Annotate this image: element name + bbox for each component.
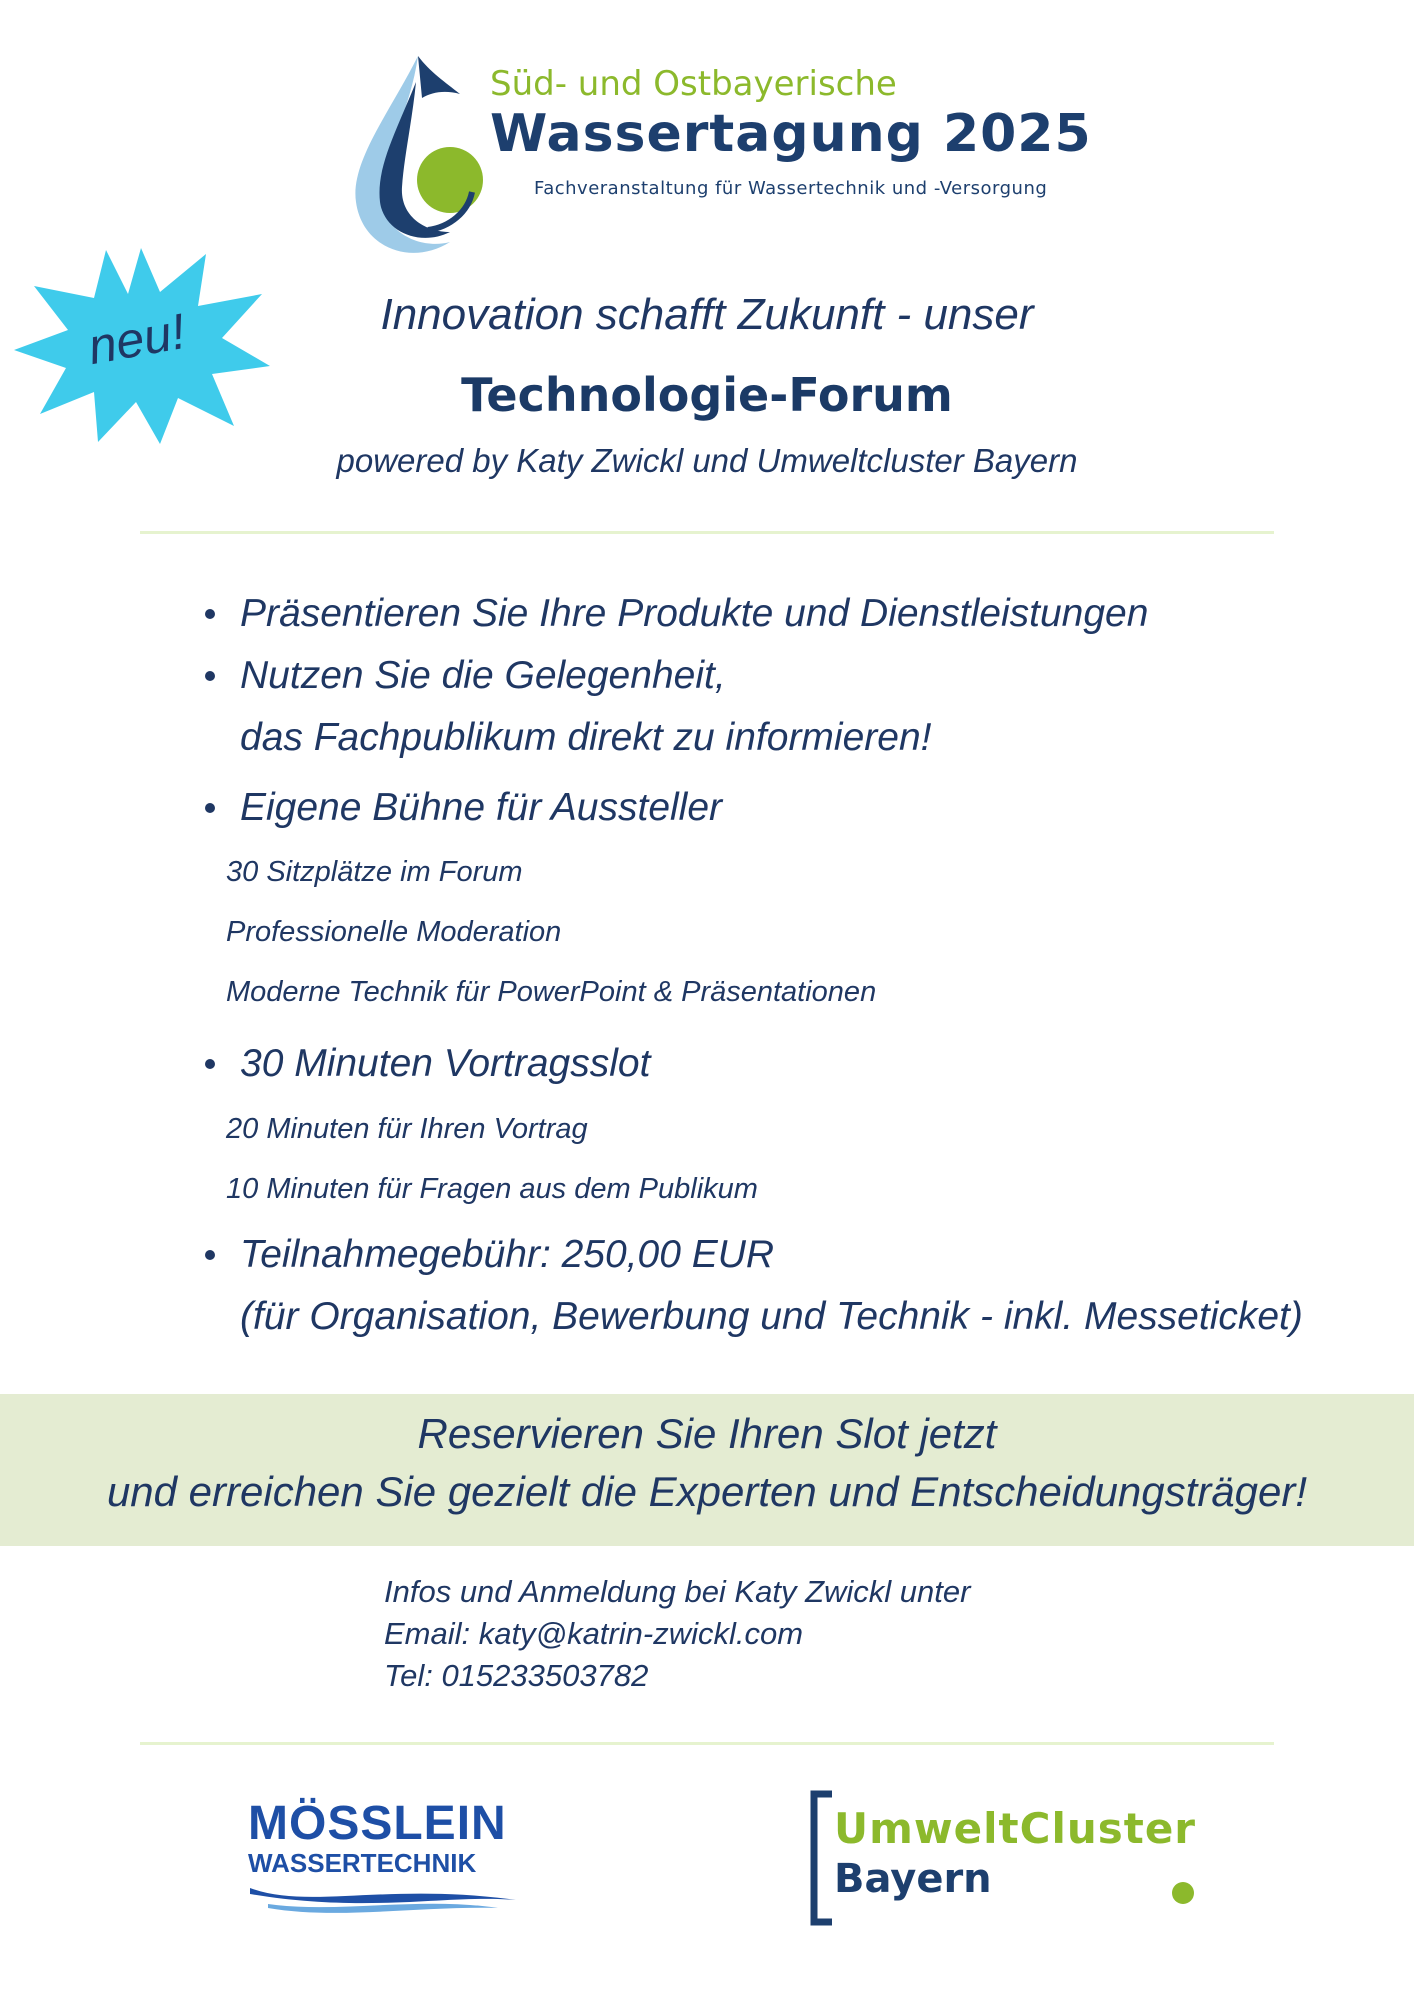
umweltcluster-logo [808,1790,1208,1930]
moesslein-logo [248,1797,528,1920]
sub-item: 20 Minuten für Ihren Vortrag [226,1113,588,1145]
contact-phone[interactable]: Tel: 015233503782 [384,1658,649,1693]
cta-line-2: und erreichen Sie gezielt die Experten und Entscheidungsträger! [106,1468,1308,1515]
new-badge-label: neu! [83,302,190,376]
sub-item: Moderne Technik für PowerPoint & Präsentationen [226,976,877,1008]
green-dot-icon [1172,1882,1194,1904]
umweltcluster-name: UmweltCluster [834,1804,1197,1853]
sub-item: 30 Sitzplätze im Forum [226,856,523,888]
moesslein-subtitle: WASSERTECHNIK [248,1848,477,1878]
sub-item: Professionelle Moderation [226,916,562,948]
sub-item: 10 Minuten für Fragen aus dem Publikum [226,1173,758,1205]
contact-info: Infos und Anmeldung bei Katy Zwickl unter [384,1574,971,1609]
water-drop-logo-icon [350,52,500,262]
forum-title: Technologie-Forum [461,368,953,422]
divider-top [140,531,1274,534]
logo-subtitle: Süd- und Ostbayerische [490,64,897,104]
umweltcluster-region: Bayern [834,1856,992,1902]
wave-icon [248,1880,518,1914]
contact-email[interactable]: Email: katy@katrin-zwickl.com [384,1616,804,1651]
forum-tagline: Innovation schafft Zukunft - unser [380,290,1034,339]
logo-title: Wassertagung 2025 [490,104,1092,164]
cta-line-1: Reservieren Sie Ihren Slot jetzt [417,1410,997,1457]
divider-bottom [140,1742,1274,1745]
powered-by: powered by Katy Zwickl und Umweltcluster Bayern [336,442,1078,479]
moesslein-name: MÖSSLEIN [248,1797,507,1850]
logo-tagline: Fachveranstaltung für Wassertechnik und -Versorgung [534,178,1048,199]
